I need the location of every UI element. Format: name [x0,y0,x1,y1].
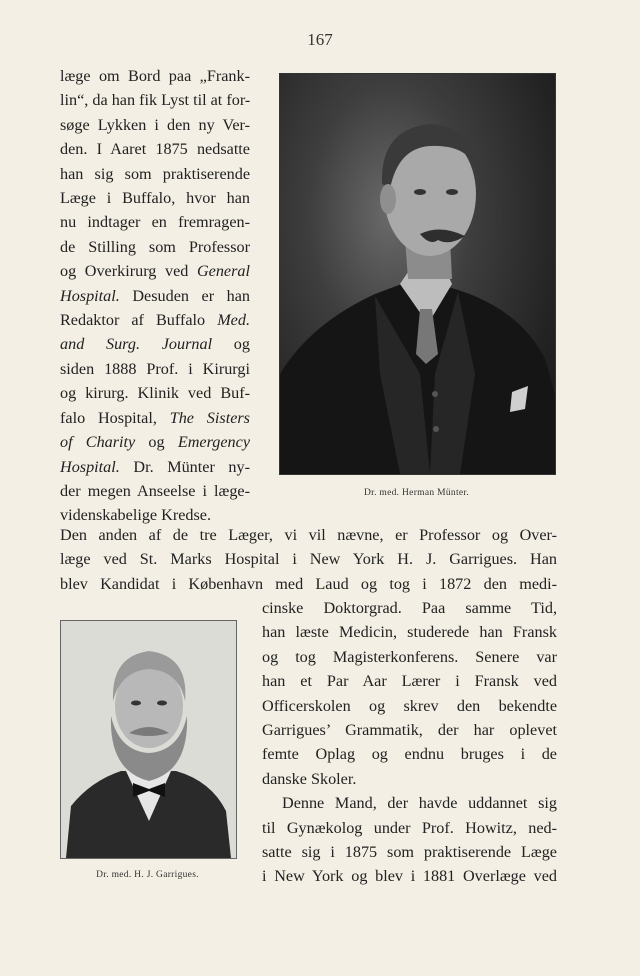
text-line: femte Oplag og endnu bruges i de [262,745,557,764]
portrait-munter-drawing [280,74,555,474]
portrait-photo-munter [279,73,556,475]
text-line: han et Par Aar Lærer i Fransk ved [262,672,557,691]
text-line: søge Lykken i den ny Ver- [60,115,250,134]
text-line: der megen Anseelse i læge- [60,481,250,500]
text-line: cinske Doktorgrad. Paa samme Tid, [262,599,557,617]
text-line: læge om Bord paa „Frank- [60,67,250,85]
text-line: den. I Aaret 1875 nedsatte [60,140,250,159]
text-line: de Stilling som Professor [60,237,250,256]
text-line: Læge i Buffalo, hvor han [60,189,250,208]
text-line: til Gynækolog under Prof. Howitz, ned- [262,818,557,837]
text-line: satte sig i 1875 som praktiserende Læge [262,843,557,862]
text-line: læge ved St. Marks Hospital i New York H. J. Garrigues. Han [60,550,557,569]
left-column-text [60,64,250,528]
text-line: og Overkirurg ved General [60,262,250,281]
text-line: Redaktor af Buffalo Med. [60,311,250,330]
text-line: siden 1888 Prof. i Kirurgi [60,359,250,378]
text-line: videnskabelige Kredse. [60,506,212,525]
photo-caption: Dr. med. Herman Münter. [363,488,470,498]
text-line: Garrigues’ Grammatik, der har oplevet [262,721,557,740]
text-line: han sig som praktiserende [60,164,250,183]
text-line: i New York og blev i 1881 Overlæge ved [262,867,557,886]
right-column-text [262,596,557,889]
portrait-garrigues-drawing [61,621,236,858]
text-line: of Charity og Emergency [60,433,251,452]
text-line: and Surg. Journal og [60,335,250,354]
text-line: Den anden af de tre Læger, vi vil nævne, er Professor og Over- [60,526,557,544]
page-number: 167 [307,30,333,49]
portrait-photo-garrigues [60,620,237,859]
text-line: Hospital. Desuden er han [60,286,250,305]
text-line: falo Hospital, The Sisters [60,408,250,427]
text-line: blev Kandidat i København med Laud og tog i 1872 den medi- [60,574,557,593]
text-line: og kirurg. Klinik ved Buf- [60,384,250,403]
photo-caption: Dr. med. H. J. Garrigues. [96,870,199,880]
text-line: nu indtager en fremragen- [60,213,250,232]
text-line: han læste Medicin, studerede han Fransk [262,623,557,642]
text-line: Hospital. Dr. Münter ny- [60,457,250,476]
text-line: og tog Magisterkonferens. Senere var [262,647,557,666]
text-line: Denne Mand, der havde uddannet sig [282,794,557,813]
full-width-text [60,523,557,596]
text-line: Officerskolen og skrev den bekendte [262,696,557,715]
text-line: danske Skoler. [262,769,357,788]
text-line: lin“, da han fik Lyst til at for- [60,91,251,110]
